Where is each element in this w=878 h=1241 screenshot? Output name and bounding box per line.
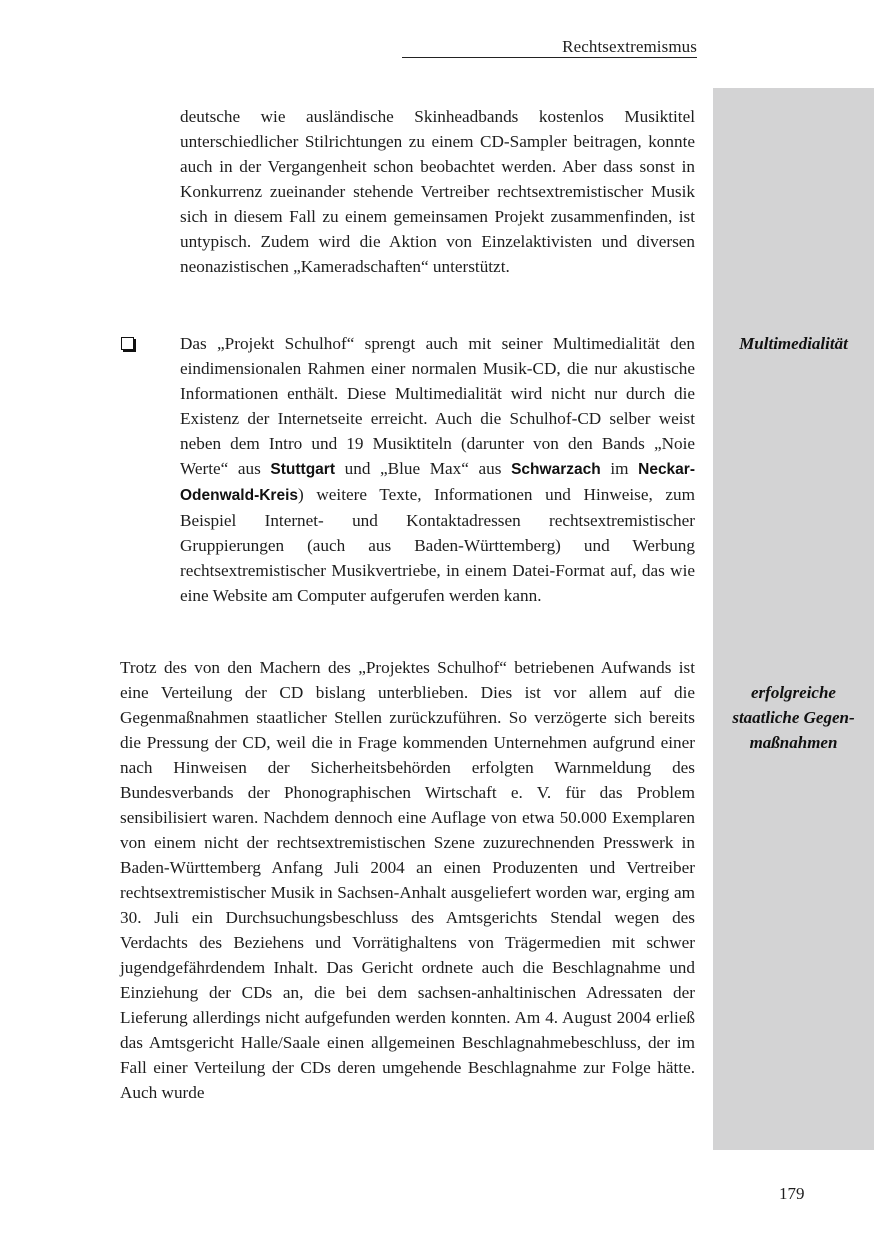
margin-note-line: maßnahmen xyxy=(749,733,838,752)
paragraph-1: deutsche wie ausländische Skinheadbands kostenlos Musiktitel unterschiedlicher Stilrichtungen zu einem CD-Sampler beitragen, konnte auch in der Vergangenheit schon beobachtet werden. Aber dass sonst in Konkurrenz zueinander stehende Vertreiber rechtsextremistischer Musik sich in diesem Fall zu einem gemeinsamen Projekt zusammenfinden, ist untypisch. Zudem wird die Aktion von Einzelaktivisten und diversen neonazistischen „Kameradschaften“ unterstützt. xyxy=(180,107,695,276)
margin-note-countermeasures xyxy=(713,680,874,755)
text-run: im xyxy=(600,459,639,478)
place-name: Neckar-Odenwald-Kreis xyxy=(180,461,695,504)
text-run: und „Blue Max“ aus xyxy=(335,459,512,478)
running-header: Rechtsextremismus xyxy=(562,37,697,56)
margin-note-line: erfolgreiche xyxy=(751,683,836,702)
margin-note-line: staatliche Gegen- xyxy=(732,708,855,727)
margin-note-multimedia: Multimedialität xyxy=(739,334,848,353)
paragraph-2 xyxy=(180,331,695,608)
text-run: Das „Projekt Schulhof“ sprengt auch mit seiner Multimedialität den eindimensionalen Rahmen einer normalen Musik-CD, die nur akustische Informationen enthält. Diese Multimedialität wird nicht nur durch die Existenz der Internetseite erreicht. Auch die Schulhof-CD selber weist neben dem Intro und 19 Musiktiteln (darunter von den Bands „Noie Werte“ aus xyxy=(180,334,695,478)
margin-column xyxy=(713,88,874,1150)
page-number: 179 xyxy=(779,1184,805,1203)
paragraph-3: Trotz des von den Machern des „Projektes Schulhof“ betriebenen Aufwands ist eine Verteilung der CD bislang unterblieben. Dies ist vor allem auf die Gegenmaßnahmen staatlicher Stellen zurückzuführen. So verzögerte sich bereits die Pressung der CD, weil die in Frage kommenden Unternehmen aufgrund einer nach Hinweisen der Sicherheitsbehörden erfolgten Warnmeldung des Bundesverbands der Phonographischen Wirtschaft e. V. für das Problem sensibilisiert waren. Nachdem dennoch eine Auflage von etwa 50.000 Exemplaren von einem nicht der rechtsextremistischen Szene zuzurechnenden Presswerk in Baden-Württemberg Anfang Juli 2004 an einen Produzenten und Vertreiber rechtsextremistischer Musik in Sachsen-Anhalt ausgeliefert worden war, erging am 30. Juli ein Durchsuchungsbeschluss des Amtsgerichts Stendal wegen des Verdachts des Beziehens und Vorrätighaltens von Trägermedien mit schwer jugendgefährdendem Inhalt. Das Gericht ordnete auch die Beschlagnahme und Einziehung der CDs an, die bei dem sachsen-anhaltinischen Adressaten der Lieferung allerdings nicht aufgefunden werden konnten. Am 4. August 2004 erließ das Amtsgericht Halle/Saale einen allgemeinen Beschlagnahmebeschluss, der im Fall einer Verteilung der CDs deren umgehende Beschlagnahme zur Folge hätte. Auch wurde xyxy=(120,658,695,1102)
place-name: Stuttgart xyxy=(270,461,335,478)
place-name: Schwarzach xyxy=(511,461,601,478)
checkbox-bullet-icon xyxy=(121,337,134,350)
text-run: ) weitere Texte, Informationen und Hinweise, zum Beispiel Internet- und Kontaktadressen rechtsextremistischer Gruppierungen (auch aus Baden-Württemberg) und Werbung rechtsextremistischer Musikvertriebe, in einem Datei-Format auf, das wie eine Website am Computer aufgerufen werden kann. xyxy=(180,485,695,605)
header-rule xyxy=(402,57,697,58)
